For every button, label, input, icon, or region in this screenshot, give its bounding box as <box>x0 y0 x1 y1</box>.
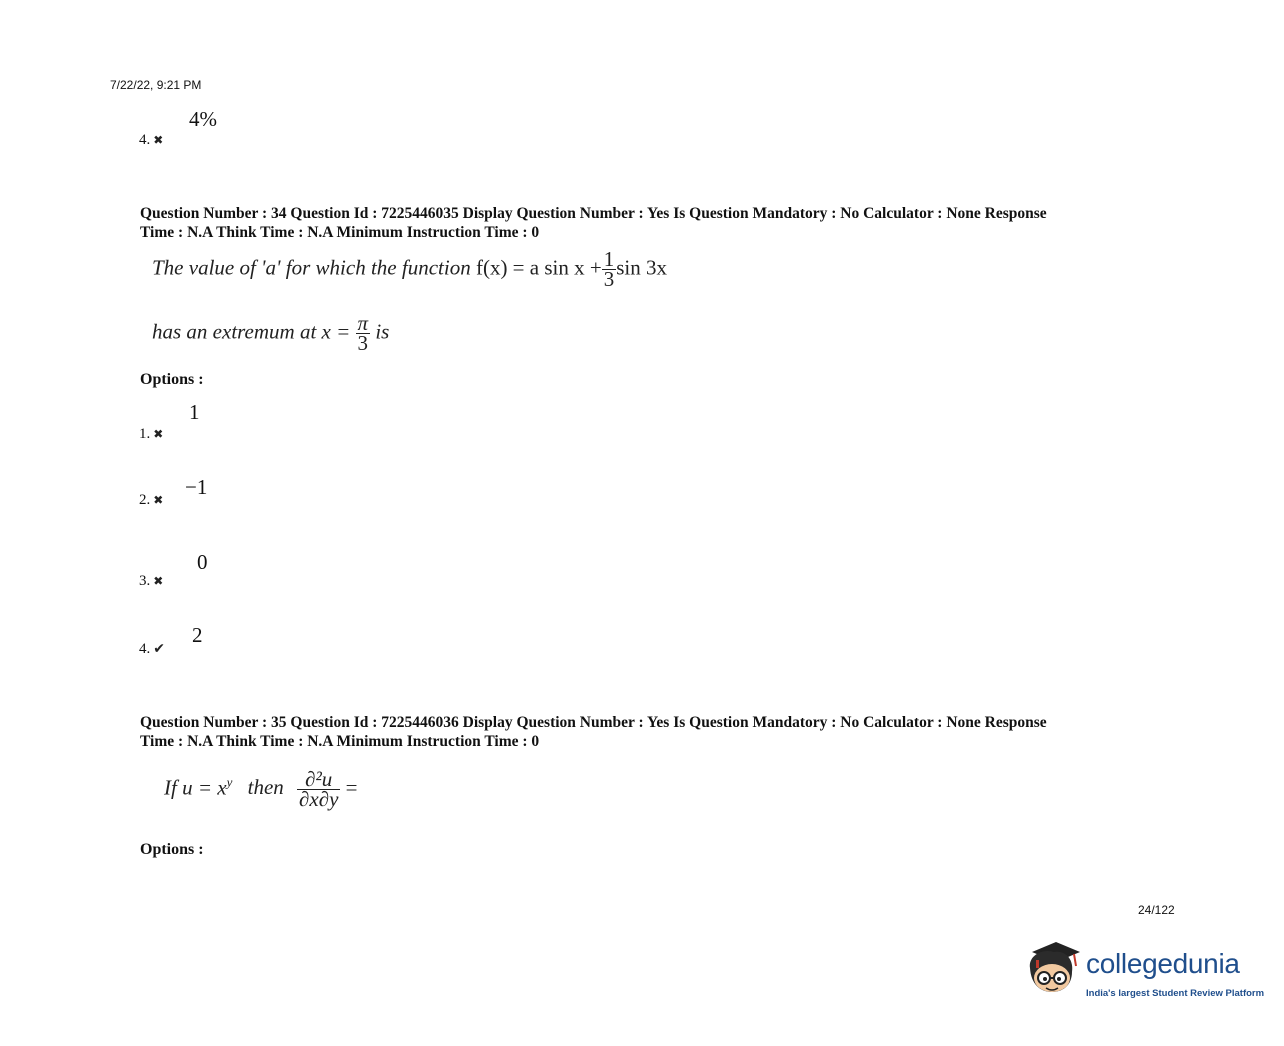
q34-option-2-value: −1 <box>185 475 208 499</box>
q34-option-3-value: 0 <box>197 550 208 574</box>
meta-line-1: Question Number : 34 Question Id : 7225446035 Display Question Number : Yes Is Question Mandatory : No Calculator : None Response <box>140 205 1047 222</box>
cross-icon: ✖ <box>153 133 164 147</box>
option-number: 4. <box>139 641 151 657</box>
cross-icon: ✖ <box>153 574 164 588</box>
question-35-text <box>164 767 358 811</box>
cross-icon: ✖ <box>153 427 164 441</box>
q34-option-2[interactable] <box>139 491 163 509</box>
meta-line-2: Time : N.A Think Time : N.A Minimum Instruction Time : 0 <box>140 733 540 750</box>
brand-tagline: India's largest Student Review Platform <box>1086 988 1265 999</box>
page-number: 24/122 <box>1138 903 1175 917</box>
q34-line1-fx: f(x) = a sin x + <box>475 255 602 280</box>
check-icon: ✔ <box>153 641 165 657</box>
fraction-one-third: $\frac{1}{3}$ <box>603 247 615 291</box>
question-34-text-line2 <box>152 311 390 355</box>
q35-text-if: If u = x <box>164 775 227 800</box>
meta-line-1: Question Number : 35 Question Id : 7225446036 Display Question Number : Yes Is Question Mandatory : No Calculator : None Response <box>140 714 1047 731</box>
print-timestamp: 7/22/22, 9:21 PM <box>110 78 202 92</box>
q35-text-then: then <box>247 775 284 800</box>
q34-option-1[interactable] <box>139 425 163 443</box>
q34-option-4-value: 2 <box>192 623 203 647</box>
q34-line1-tail: sin 3x <box>616 255 667 280</box>
question-35-meta <box>140 713 1180 751</box>
option-number: 3. <box>139 573 151 589</box>
option-number: 2. <box>139 492 151 508</box>
prev-option-4 <box>139 131 163 149</box>
q34-line1-text: The value of 'a' for which the function <box>152 255 471 280</box>
q34-option-3[interactable] <box>139 572 163 590</box>
option-number: 1. <box>139 426 151 442</box>
q35-tail: = <box>345 775 358 800</box>
q35-options-label: Options : <box>140 841 204 858</box>
q35-text-sup: y <box>226 774 233 790</box>
question-34-meta <box>140 204 1180 242</box>
collegedunia-mascot-logo <box>1022 938 1084 1004</box>
brand-name: collegedunia <box>1086 948 1240 979</box>
q34-line2-text: has an extremum at x = <box>152 319 351 344</box>
prev-option-4-value: 4% <box>189 107 217 131</box>
cross-icon: ✖ <box>153 493 164 507</box>
q34-option-1-value: 1 <box>189 400 200 424</box>
meta-line-2: Time : N.A Think Time : N.A Minimum Instruction Time : 0 <box>140 224 540 241</box>
option-number: 4. <box>139 132 151 148</box>
q34-line2-tail: is <box>375 319 390 344</box>
fraction-pi-third: $\frac{\pi}{3}$ <box>357 311 369 355</box>
question-34-text-line1 <box>152 247 667 291</box>
q34-options-label: Options : <box>140 371 204 388</box>
partial-derivative-fraction: $\frac{\text{∂²u}}{\partial x\partial y}$ <box>299 767 339 811</box>
q34-option-4[interactable] <box>139 640 165 658</box>
